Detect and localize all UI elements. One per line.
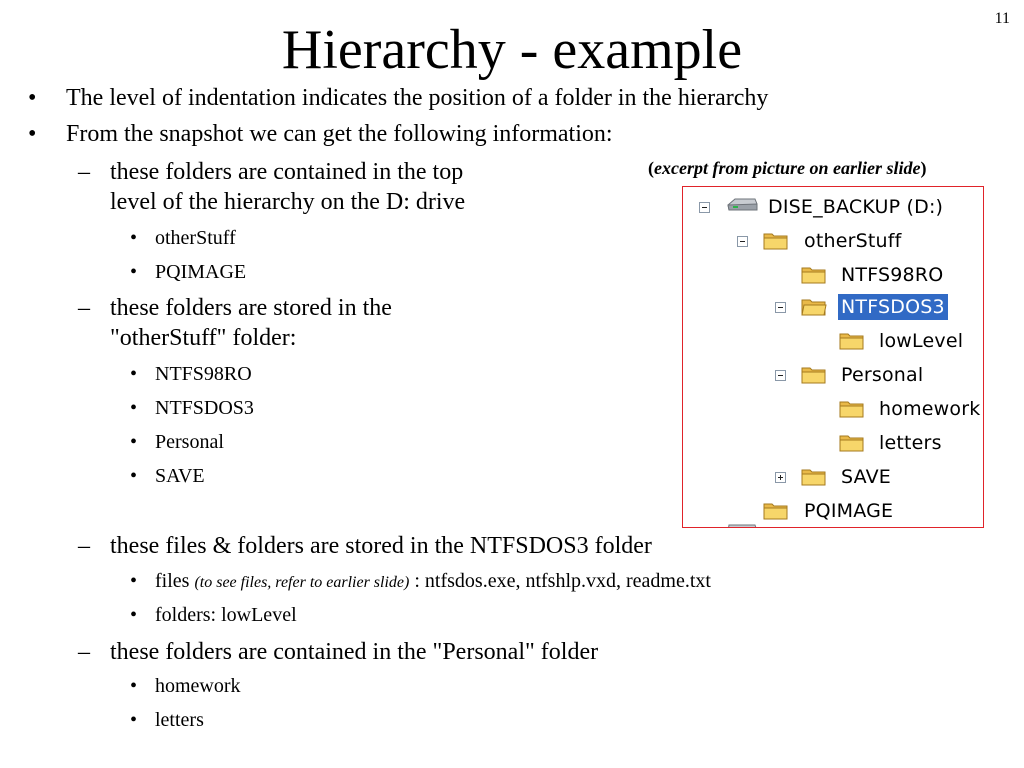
folder-open-icon <box>801 296 827 317</box>
tree-row-personal[interactable] <box>683 361 983 389</box>
tree-row-pqimage[interactable] <box>683 497 983 525</box>
tree-label-lowlevel: lowLevel <box>879 330 964 352</box>
excerpt-caption <box>648 158 926 179</box>
tree-label-pqimage: PQIMAGE <box>804 500 894 522</box>
slide-number: 11 <box>994 10 1010 27</box>
bullet-marker: • <box>130 709 138 731</box>
folder-icon <box>839 330 865 351</box>
bullet-marker: • <box>130 431 138 453</box>
files-note: (to see files, refer to earlier slide) <box>194 574 410 591</box>
list-item: otherStuff <box>155 227 236 249</box>
tree-row-save[interactable] <box>683 463 983 491</box>
tree-row-lowlevel[interactable] <box>683 327 983 355</box>
bullet-marker: • <box>130 604 138 626</box>
folder-icon <box>801 466 827 487</box>
slide-title: Hierarchy - example <box>281 19 743 81</box>
subpoint-ntfsdos3: these files & folders are stored in the NTFSDOS3 folder <box>110 533 652 559</box>
folder-icon <box>763 230 789 251</box>
caption-text: excerpt from picture on earlier slide <box>654 158 921 178</box>
tree-row-letters[interactable] <box>683 429 983 457</box>
drive-icon-partial <box>725 523 759 528</box>
subpoint-top-level-line2: level of the hierarchy on the D: drive <box>110 189 466 215</box>
bullet-marker: • <box>130 227 138 249</box>
subpoint-top-level-line1: these folders are contained in the top <box>110 159 464 185</box>
collapse-icon[interactable] <box>775 302 786 313</box>
subpoint-personal: these folders are contained in the "Personal" folder <box>110 639 599 665</box>
tree-label-otherstuff: otherStuff <box>804 230 902 252</box>
bullet-marker: • <box>130 465 138 487</box>
bullet-marker: • <box>130 261 138 283</box>
list-item: Personal <box>155 431 224 453</box>
dash-marker: – <box>78 295 90 321</box>
tree-row-otherstuff[interactable] <box>683 227 983 255</box>
list-item: homework <box>155 675 241 697</box>
tree-row-homework[interactable] <box>683 395 983 423</box>
collapse-icon[interactable] <box>699 202 710 213</box>
list-item: PQIMAGE <box>155 261 247 283</box>
caption-close-paren: ) <box>920 158 927 178</box>
tree-row-ntfsdos3[interactable] <box>683 293 983 321</box>
list-item: SAVE <box>155 465 205 487</box>
bullet-marker: • <box>28 121 37 147</box>
files-prefix: files <box>155 570 190 592</box>
folder-tree-excerpt <box>682 186 984 528</box>
bullet-marker: • <box>130 363 138 385</box>
collapse-icon[interactable] <box>775 370 786 381</box>
bullet-marker: • <box>130 675 138 697</box>
caption-open-paren: ( <box>648 158 654 178</box>
folder-icon <box>763 500 789 521</box>
dash-marker: – <box>78 639 90 665</box>
tree-label-drive: DISE_BACKUP (D:) <box>768 196 944 218</box>
drive-icon <box>725 196 759 216</box>
bullet-marker: • <box>130 570 138 592</box>
dash-marker: – <box>78 159 90 185</box>
bullet-indentation-info: The level of indentation indicates the position of a folder in the hierarchy <box>66 85 769 111</box>
collapse-icon[interactable] <box>737 236 748 247</box>
folder-icon <box>801 264 827 285</box>
expand-icon[interactable] <box>775 472 786 483</box>
bullet-snapshot-info: From the snapshot we can get the following information: <box>66 121 613 147</box>
tree-label-personal: Personal <box>841 364 924 386</box>
tree-label-letters: letters <box>879 432 942 454</box>
subpoint-otherstuff-line2: "otherStuff" folder: <box>110 325 297 351</box>
files-list: : ntfsdos.exe, ntfshlp.vxd, readme.txt <box>409 570 711 592</box>
files-line <box>155 569 711 595</box>
bullet-marker: • <box>130 397 138 419</box>
bullet-marker: • <box>28 85 37 111</box>
folder-icon <box>801 364 827 385</box>
folder-icon <box>839 432 865 453</box>
tree-label-ntfs98ro: NTFS98RO <box>841 264 944 286</box>
dash-marker: – <box>78 533 90 559</box>
list-item: letters <box>155 709 204 731</box>
subpoint-otherstuff-line1: these folders are stored in the <box>110 295 392 321</box>
list-item: NTFSDOS3 <box>155 397 254 419</box>
list-item: NTFS98RO <box>155 363 252 385</box>
tree-label-ntfsdos3: NTFSDOS3 <box>838 294 948 320</box>
tree-label-homework: homework <box>879 398 981 420</box>
tree-row-ntfs98ro[interactable] <box>683 261 983 289</box>
tree-label-save: SAVE <box>841 466 891 488</box>
tree-row-drive[interactable] <box>683 193 983 221</box>
folders-line: folders: lowLevel <box>155 604 297 626</box>
folder-icon <box>839 398 865 419</box>
